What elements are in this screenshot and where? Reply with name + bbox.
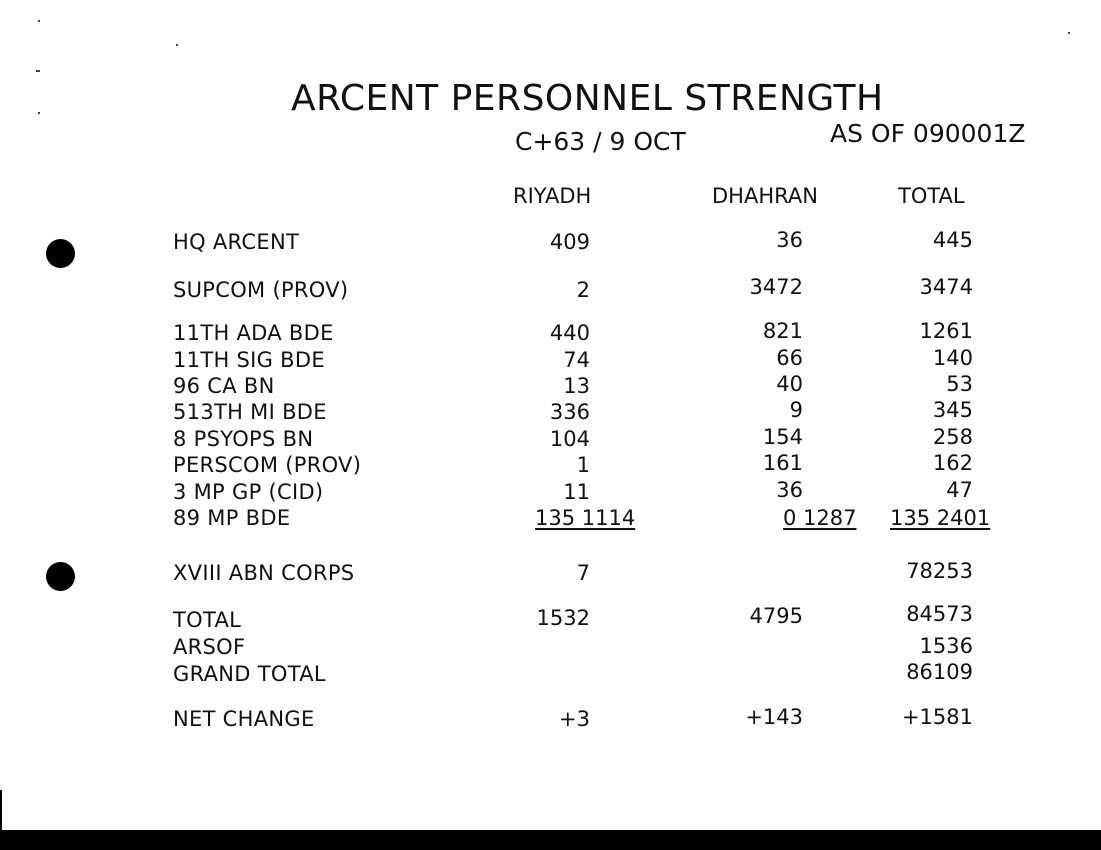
as-of-label: AS OF 090001Z bbox=[830, 119, 1026, 148]
row-label: GRAND TOTAL bbox=[173, 662, 326, 686]
row-label: XVIII ABN CORPS bbox=[173, 561, 355, 585]
bullet-dot bbox=[46, 562, 75, 591]
riyadh-value: 104 bbox=[549, 427, 590, 451]
total-value: 258 bbox=[932, 425, 973, 449]
date-label: C+63 / 9 OCT bbox=[515, 127, 686, 156]
row-label: NET CHANGE bbox=[173, 707, 315, 731]
riyadh-value: 13 bbox=[563, 374, 590, 398]
bullet-dot bbox=[46, 239, 75, 268]
row-label: 11TH SIG BDE bbox=[173, 348, 325, 372]
total-value: 84573 bbox=[906, 602, 973, 626]
dhahran-value: 36 bbox=[776, 478, 803, 502]
scan-speck bbox=[38, 112, 40, 114]
scan-speck bbox=[176, 44, 178, 46]
scan-edge-line bbox=[0, 790, 2, 835]
total-value: 1536 bbox=[919, 634, 973, 658]
dhahran-value: 40 bbox=[776, 372, 803, 396]
riyadh-value: 2 bbox=[576, 278, 590, 302]
row-label: ARSOF bbox=[173, 635, 246, 659]
scan-speck bbox=[38, 20, 40, 22]
dhahran-value: 154 bbox=[762, 425, 803, 449]
dhahran-value: 161 bbox=[762, 451, 803, 475]
row-label: 11TH ADA BDE bbox=[173, 321, 334, 345]
dhahran-value: 821 bbox=[762, 319, 803, 343]
scan-bottom-border bbox=[0, 830, 1101, 850]
dhahran-value: 3472 bbox=[749, 275, 803, 299]
row-label: SUPCOM (PROV) bbox=[173, 278, 349, 302]
riyadh-value: 11 bbox=[563, 480, 590, 504]
row-label: 513TH MI BDE bbox=[173, 400, 327, 424]
total-value: +1581 bbox=[901, 705, 973, 729]
total-value: 53 bbox=[946, 372, 973, 396]
total-value: 140 bbox=[932, 346, 973, 370]
total-subtotal-value: 135 2401 bbox=[890, 506, 991, 530]
row-label: HQ ARCENT bbox=[173, 230, 300, 254]
column-header-total: TOTAL bbox=[898, 184, 965, 208]
dhahran-value: 4795 bbox=[749, 604, 803, 628]
riyadh-value: 74 bbox=[563, 348, 590, 372]
total-value: 78253 bbox=[906, 559, 973, 583]
total-value: 1261 bbox=[919, 319, 973, 343]
riyadh-value: 440 bbox=[549, 321, 590, 345]
dhahran-value: +143 bbox=[745, 705, 803, 729]
riyadh-value: 7 bbox=[576, 561, 590, 585]
total-value: 345 bbox=[932, 398, 973, 422]
row-label: 3 MP GP (CID) bbox=[173, 480, 324, 504]
column-header-riyadh: RIYADH bbox=[513, 184, 592, 208]
total-value: 3474 bbox=[919, 275, 973, 299]
scan-speck bbox=[36, 70, 40, 72]
riyadh-value: 1532 bbox=[536, 606, 590, 630]
dhahran-value: 36 bbox=[776, 228, 803, 252]
riyadh-value: 409 bbox=[549, 230, 590, 254]
riyadh-value: +3 bbox=[559, 707, 590, 731]
dhahran-subtotal-value: 0 1287 bbox=[783, 506, 857, 530]
row-label: 89 MP BDE bbox=[173, 506, 291, 530]
riyadh-subtotal-value: 135 1114 bbox=[535, 506, 636, 530]
row-label: 96 CA BN bbox=[173, 374, 275, 398]
total-value: 162 bbox=[932, 451, 973, 475]
riyadh-value: 1 bbox=[576, 453, 590, 477]
total-value: 445 bbox=[932, 228, 973, 252]
row-label: PERSCOM (PROV) bbox=[173, 453, 362, 477]
scan-speck bbox=[1068, 32, 1070, 34]
riyadh-value: 336 bbox=[549, 400, 590, 424]
dhahran-value: 9 bbox=[789, 398, 803, 422]
column-header-dhahran: DHAHRAN bbox=[712, 184, 818, 208]
row-label: TOTAL bbox=[173, 608, 242, 632]
dhahran-value: 66 bbox=[776, 346, 803, 370]
total-value: 86109 bbox=[906, 660, 973, 684]
row-label: 8 PSYOPS BN bbox=[173, 427, 314, 451]
total-value: 47 bbox=[946, 478, 973, 502]
document-title: ARCENT PERSONNEL STRENGTH bbox=[291, 78, 884, 119]
